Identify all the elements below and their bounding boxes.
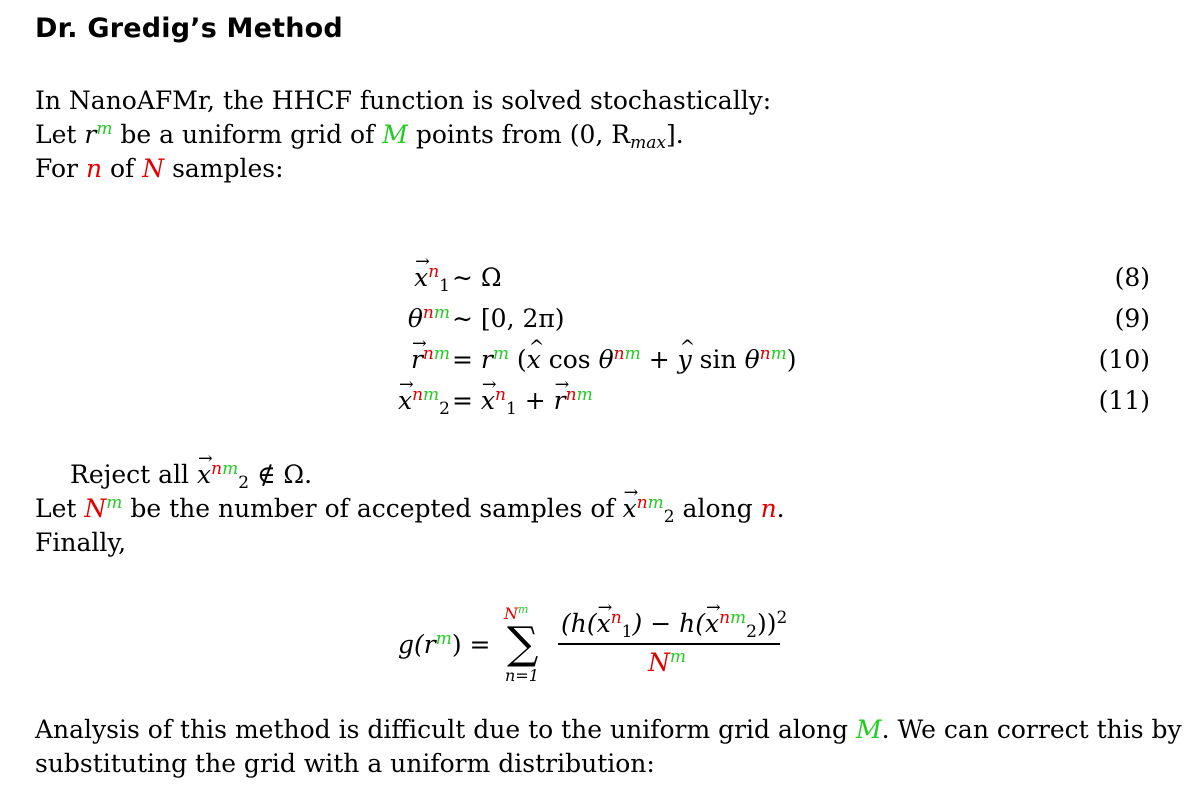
upper-m: m (518, 603, 529, 617)
var-M-green: M (856, 715, 882, 744)
sup-n: n (610, 607, 622, 628)
sigma-symbol: ∑ (507, 618, 539, 669)
var-r: r (423, 630, 436, 659)
sub-2: 2 (663, 507, 675, 528)
plus: + (648, 345, 670, 374)
sup-nm: nm (422, 343, 450, 364)
xhat: ^ x (527, 347, 541, 372)
section-heading: Dr. Gredig’s Method (35, 13, 343, 44)
equation-number: (11) (1098, 386, 1150, 415)
text-fragment: . (776, 494, 785, 523)
sup-n: n (428, 261, 440, 282)
sup-nm: nm (759, 343, 787, 364)
var-N-red: N (142, 154, 165, 183)
equation-8 (0, 261, 1200, 301)
equation-rhs (452, 306, 565, 331)
equation-rhs (452, 265, 502, 290)
interval-start: (0, R (569, 120, 631, 149)
sup-nm: nm (422, 302, 450, 323)
vec-x: → x (705, 611, 719, 636)
accepted-line (35, 492, 785, 528)
num-open: (h( (561, 609, 597, 638)
rhs-text: [0, 2π) (480, 304, 565, 333)
sup-m: m (106, 492, 123, 513)
sub-1: 1 (439, 276, 450, 297)
vec-r: → r (554, 388, 566, 413)
sup-nm: nm (412, 384, 440, 405)
sub-1: 1 (621, 622, 633, 643)
equation-lhs (407, 302, 450, 333)
sup-nm: nm (636, 492, 664, 513)
vec-r: → r (411, 347, 423, 372)
relation: ∼ (452, 304, 473, 333)
vec-x: → x (597, 611, 611, 636)
equation-11 (0, 384, 1200, 424)
equation-lhs (397, 384, 450, 420)
text-fragment: For (35, 154, 86, 183)
text-fragment: Let (35, 494, 85, 523)
var-r: r (84, 120, 97, 149)
equation-10 (0, 343, 1200, 383)
text-fragment: be the number of accepted samples of (122, 494, 623, 523)
equation-rhs (452, 384, 593, 420)
exponent: 2 (776, 607, 788, 628)
sin-fn: sin (699, 345, 737, 374)
var-m-green: m (96, 118, 113, 139)
sup-n: n (495, 384, 506, 405)
text-fragment: Analysis of this method is difficult due to the uniform grid along (35, 715, 857, 744)
analysis-line-1 (35, 717, 1182, 742)
sub-2: 2 (439, 399, 450, 420)
yhat: ^ y (678, 347, 692, 372)
plus: + (524, 386, 546, 415)
equation-9 (0, 302, 1200, 342)
lhs-close: ) = (451, 630, 491, 659)
sup-nm: nm (211, 458, 239, 479)
var-M-green: M (382, 120, 408, 149)
var-theta: θ (598, 345, 614, 374)
intro-line-2 (35, 118, 684, 154)
sub-1: 1 (505, 399, 517, 420)
sum-lower-limit: n=1 (505, 666, 539, 685)
reject-line (70, 458, 313, 494)
equation-number: (9) (1114, 304, 1150, 333)
vec-x: → x (623, 496, 637, 521)
vec-x: → x (398, 388, 412, 413)
var-theta: θ (744, 345, 760, 374)
text-fragment: of (102, 154, 143, 183)
num-mid: ) − h( (632, 609, 705, 638)
text-fragment: Reject all (70, 460, 198, 489)
sub-2: 2 (746, 622, 757, 643)
sup-nm: nm (613, 343, 641, 364)
text-fragment: along (674, 494, 761, 523)
sub-2: 2 (238, 473, 250, 494)
formula-lhs (398, 628, 491, 659)
relation: = (452, 345, 473, 374)
fraction-bar (558, 643, 780, 645)
text-fragment: samples: (164, 154, 284, 183)
finally-line: Finally, (35, 528, 127, 557)
sup-nm: nm (565, 384, 593, 405)
text-fragment: be a uniform grid of (112, 120, 383, 149)
interval-end: ]. (665, 120, 684, 149)
denom-m: m (669, 646, 686, 667)
intro-line-1: In NanoAFMr, the HHCF function is solved stochastically: (35, 86, 772, 115)
sup-m: m (492, 343, 509, 364)
cos-fn: cos (548, 345, 591, 374)
equation-lhs (414, 261, 450, 297)
sup-m: m (435, 628, 452, 649)
intro-line-3 (35, 156, 284, 181)
vec-x: → x (481, 388, 495, 413)
var-theta: θ (407, 304, 423, 333)
fraction-denominator (648, 646, 686, 677)
var-r: r (480, 345, 493, 374)
text-fragment: Let (35, 120, 85, 149)
text-fragment: . We can correct this by (881, 715, 1182, 744)
analysis-line-2: substituting the grid with a uniform distribution: (35, 749, 655, 778)
relation: = (452, 386, 473, 415)
sup-nm: nm (719, 607, 747, 628)
lhs-g: g( (398, 630, 424, 659)
vec-x: → x (414, 265, 428, 290)
interval-sub: max (630, 133, 666, 154)
equation-lhs (410, 343, 450, 374)
relation: ∼ (452, 263, 473, 292)
var-N-red: N (84, 494, 107, 523)
fraction-numerator (561, 607, 788, 643)
text-fragment: ∉ Ω. (249, 460, 313, 489)
equation-number: (10) (1098, 345, 1150, 374)
text-fragment: points from (407, 120, 570, 149)
equation-number: (8) (1114, 263, 1150, 292)
equation-rhs: = $r^m$ (^ x $\cos \theta^{nm}$ + ^ y $\sin \theta^{nm}$) (452, 347, 796, 372)
var-n-red: n (760, 494, 777, 523)
vec-x: → x (197, 462, 211, 487)
var-n-red: n (85, 154, 103, 183)
rhs-text: Ω (480, 263, 502, 292)
upper-N: N (504, 604, 518, 623)
denom-N: N (648, 648, 670, 677)
num-close: )) (756, 609, 777, 638)
